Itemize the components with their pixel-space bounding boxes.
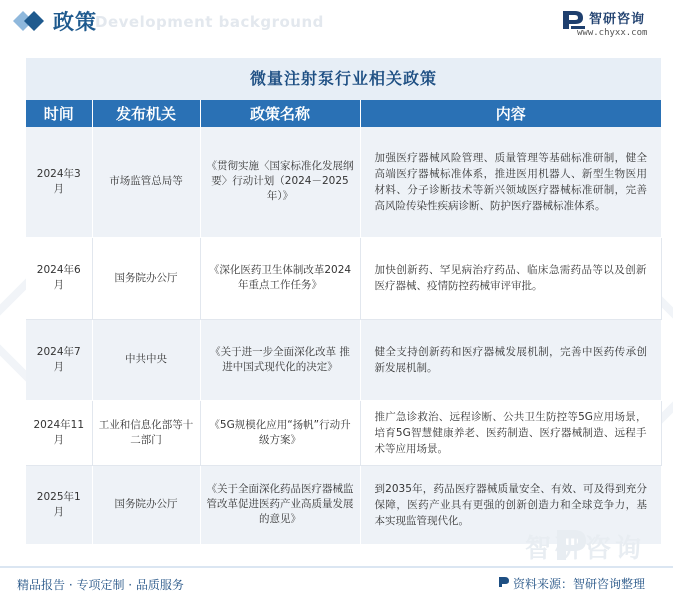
table-row (26, 400, 661, 465)
brand-url: www.chyxx.com (577, 28, 648, 38)
page-header (0, 0, 673, 44)
cell-agency: 市场监管总局等 (92, 127, 200, 237)
watermark-text: 智研咨询 (525, 534, 646, 564)
cell-agency: 国务院办公厅 (92, 237, 200, 319)
footer-divider (0, 566, 673, 568)
cell-agency: 国务院办公厅 (92, 465, 200, 544)
cell-policy: 《关于全面深化药品医疗器械监管改革促进医药产业高质量发展的意见》 (200, 465, 360, 544)
footer-source: 资料来源：智研咨询整理 (513, 577, 646, 591)
cell-time: 2024年3月 (26, 127, 92, 237)
column-header-agency: 发布机关 (92, 100, 200, 127)
diamond-arrow-icon (10, 8, 48, 34)
table-row (26, 237, 661, 319)
table-row (26, 127, 661, 237)
brand-name: 智研咨询 (589, 12, 646, 27)
table-row (26, 319, 661, 400)
column-header-time: 时间 (26, 100, 92, 127)
cell-content: 健全支持创新药和医疗器械发展机制，完善中医药传承创新发展机制。 (360, 319, 661, 400)
cell-content: 到2035年，药品医疗器械质量安全、有效、可及得到充分保障，医药产业具有更强的创新创造力和全球竞争力，基本实现监管现代化。 (360, 465, 661, 544)
page-title: 政策 (53, 10, 97, 34)
cell-content: 推广急诊救治、远程诊断、公共卫生防控等5G应用场景，培育5G智慧健康养老、医药制造、医疗器械制造、远程手术等应用场景。 (360, 400, 661, 465)
footer-tagline: 精品报告 · 专项定制 · 品质服务 (17, 578, 184, 592)
cell-content: 加强医疗器械风险管理、质量管理等基础标准研制，健全高端医疗器械标准体系，推进医用机器人、新型生物医用材料、分子诊断技术等新兴领域医疗器械标准研制，完善高风险传染性疾病诊断、防护医疗器械标准体系。 (360, 127, 661, 237)
cell-policy: 《贯彻实施〈国家标准化发展纲要〉行动计划（2024－2025年）》 (200, 127, 360, 237)
cell-time: 2025年1月 (26, 465, 92, 544)
cell-policy: 《深化医药卫生体制改革2024年重点工作任务》 (200, 237, 360, 319)
cell-policy: 《关于进一步全面深化改革 推进中国式现代化的决定》 (200, 319, 360, 400)
table-title: 微量注射泵行业相关政策 (26, 58, 661, 100)
page-footer (0, 566, 673, 597)
policy-table (26, 100, 662, 545)
cell-agency: 中共中央 (92, 319, 200, 400)
source-logo-icon (498, 576, 510, 588)
cell-time: 2024年11月 (26, 400, 92, 465)
policy-table-panel (26, 58, 661, 544)
cell-content: 加快创新药、罕见病治疗药品、临床急需药品等以及创新医疗器械、疫情防控药械审评审批。 (360, 237, 661, 319)
header-subtitle: Development background (95, 13, 324, 31)
column-header-content: 内容 (360, 100, 661, 127)
table-header-row (26, 100, 661, 127)
cell-policy: 《5G规模化应用“扬帆”行动升级方案》 (200, 400, 360, 465)
cell-agency: 工业和信息化部等十二部门 (92, 400, 200, 465)
cell-time: 2024年7月 (26, 319, 92, 400)
cell-time: 2024年6月 (26, 237, 92, 319)
column-header-policy: 政策名称 (200, 100, 360, 127)
